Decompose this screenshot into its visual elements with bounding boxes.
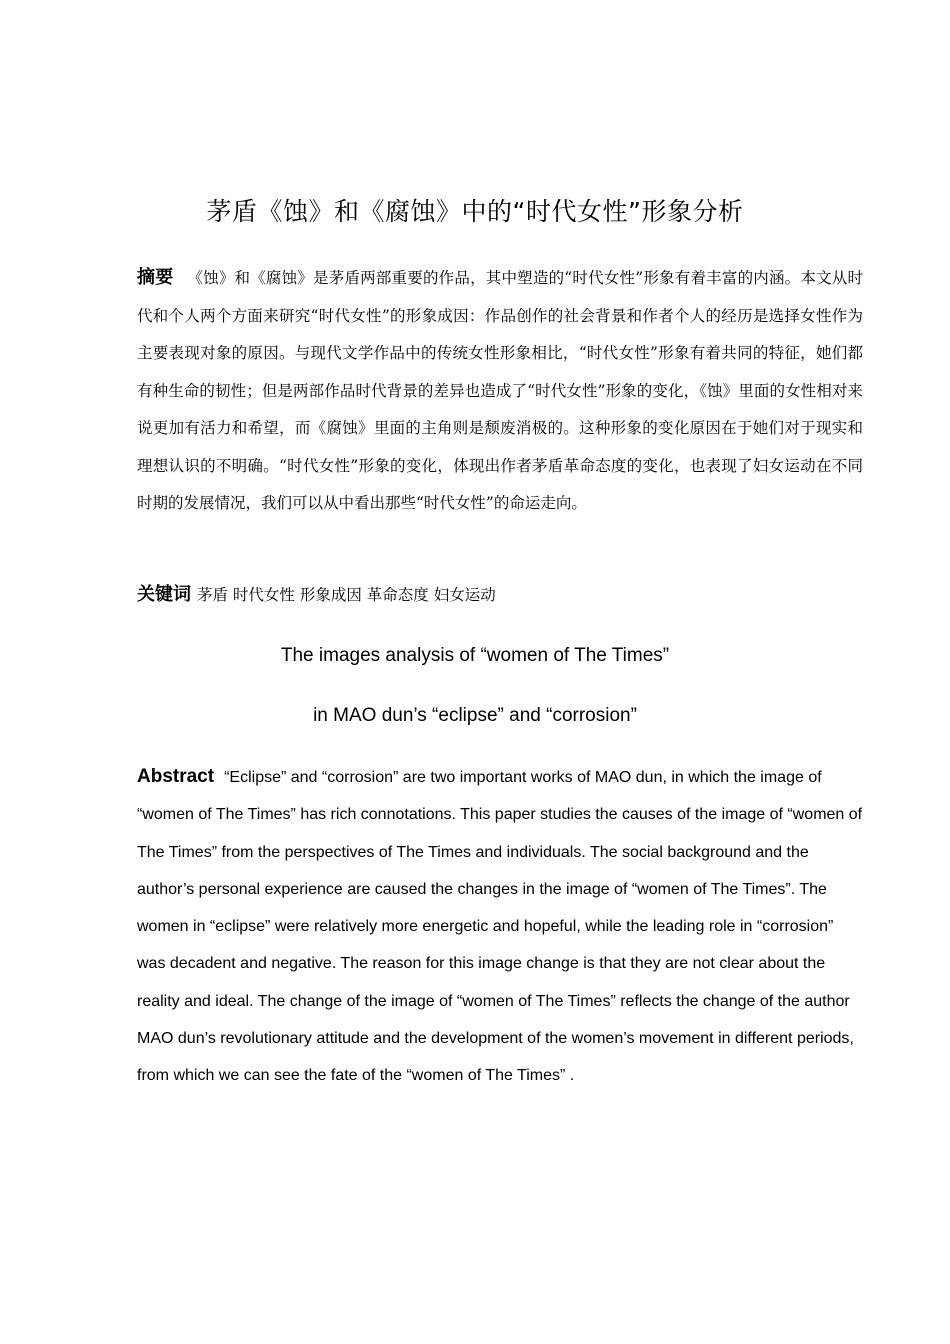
chinese-keywords-text: 茅盾 时代女性 形象成因 革命态度 妇女运动 [197, 586, 496, 604]
english-title-line-1: The images analysis of “women of The Times” [280, 645, 670, 666]
english-abstract-text: “Eclipse” and “corrosion” are two important works of MAO dun, in which the image of “women of The Times” has rich connotations. This paper studies the causes of the image of “women of The Times” from the perspectives of The Times and individuals. The social background and the author’s personal experience are caused the changes in the image of “women of The Times”. The women in “eclipse” were relatively more energetic and hopeful, while the leading role in “corrosion” was decadent and negative. The reason for this image change is that they are not clear about the reality and ideal. The change of the image of “women of The Times” reflects the change of the author MAO dun’s revolutionary attitude and the development of the women’s movement in different periods, from which we can see the fate of the “women of The Times” . [137, 769, 863, 1085]
chinese-keywords-label: 关键词 [137, 584, 191, 605]
english-abstract [137, 758, 863, 1095]
english-title-line-2: in MAO dun’s “eclipse” and “corrosion” [313, 705, 637, 726]
chinese-abstract-text: 《蚀》和《腐蚀》是茅盾两部重要的作品，其中塑造的“时代女性”形象有着丰富的内涵。本文从时代和个人两个方面来研究“时代女性”的形象成因：作品创作的社会背景和作者个人的经历是选择女性作为主要表现对象的原因。与现代文学作品中的传统女性形象相比，“时代女性”形象有着共同的特征，她们都有种生命的韧性；但是两部作品时代背景的差异也造成了“时代女性”形象的变化，《蚀》里面的女性相对来说更加有活力和希望，而《腐蚀》里面的主角则是颓废消极的。这种形象的变化原因在于她们对于现实和理想认识的不明确。“时代女性”形象的变化，体现出作者茅盾革命态度的变化，也表现了妇女运动在不同时期的发展情况，我们可以从中看出那些“时代女性”的命运走向。 [137, 269, 863, 512]
chinese-title: 茅盾《蚀》和《腐蚀》中的“时代女性”形象分析 [206, 197, 744, 226]
english-abstract-label: Abstract [137, 766, 215, 787]
chinese-abstract [137, 259, 863, 523]
chinese-abstract-label: 摘要 [137, 267, 174, 288]
chinese-keywords [137, 580, 863, 610]
